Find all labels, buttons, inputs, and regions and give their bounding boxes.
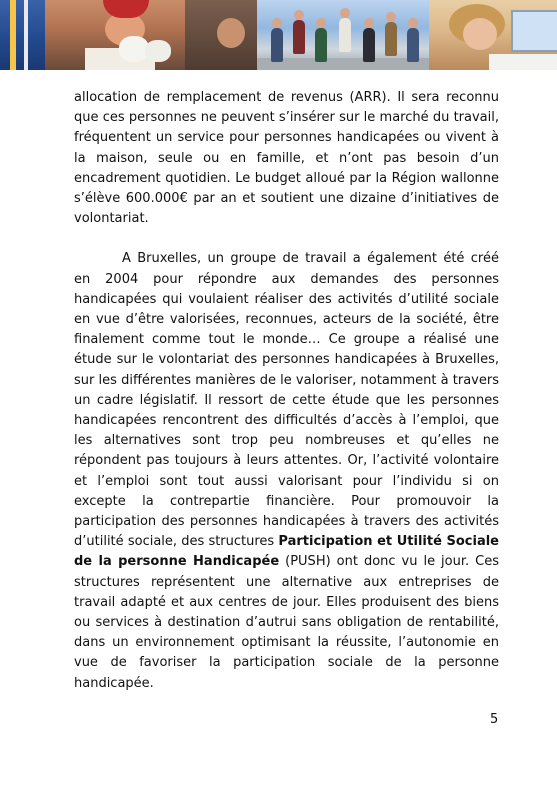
banner-photo-3-person-head <box>386 12 396 22</box>
banner-photo-3-person <box>293 20 305 54</box>
header-photo-banner <box>0 0 557 70</box>
paragraph-bruxelles-text: A Bruxelles, un groupe de travail a également été créé en 2004 pour répondre aux demandes des personnes handicapées qui voulaient réaliser des activités d’utilité sociale en vue d’être valorisées, reconnues, acteurs de la société, être finalement comme tout le monde… Ce groupe a réalisé une étude sur le volontariat des personnes handicapées à Bruxelles, sur les différentes manières de le valoriser, notamment à travers un cadre législatif. Il ressort de cette étude que les personnes handicapées rencontrent des difficultés d’accès à l’emploi, que les alternatives sont trop peu nombreuses et qu’elles ne répondent pas toujours à leurs attentes. Or, l’activité volontaire et l’emploi sont tout aussi valorisant pour l’individu si on excepte la contrepartie financière. Pour promouvoir la participation des personnes handicapées à travers des activités d’utilité sociale, des structures <box>74 251 499 550</box>
paragraph-allocation <box>74 88 499 229</box>
banner-photo-1-detail-2 <box>24 0 28 70</box>
banner-photo-2-face-2 <box>217 18 245 48</box>
push-structure-name: Participation et Utilité Sociale de la personne Handicapée <box>74 534 499 570</box>
paragraph-allocation-text: allocation de remplacement de revenus (ARR). Il sera reconnu que ces personnes ne peuvent s’insérer sur le marché du travail, fréquentent un service pour personnes handicapées ou vivent à la maison, seule ou en famille, et n’ont pas besoin d’un encadrement quotidien. Le budget alloué par la Région wallonne s’élève 600.000€ par an et soutient une dizaine d’initiatives de volontariat. <box>74 90 499 227</box>
banner-photo-4-face <box>463 18 497 50</box>
banner-photo-3-person-head <box>316 18 326 28</box>
banner-photo-3-person <box>363 28 375 62</box>
banner-photo-3-person <box>339 18 351 52</box>
banner-photo-3-person-head <box>340 8 350 18</box>
banner-photo-2 <box>45 0 257 70</box>
banner-photo-3-person <box>385 22 397 56</box>
banner-photo-4 <box>429 0 557 70</box>
banner-photo-1-detail <box>10 0 16 70</box>
page-body <box>74 88 499 694</box>
banner-photo-3-person-head <box>272 18 282 28</box>
page-number: 5 <box>490 712 499 727</box>
paragraph-bruxelles <box>74 249 499 693</box>
banner-photo-4-keyboard <box>489 54 557 70</box>
banner-photo-3-person <box>407 28 419 62</box>
banner-photo-1 <box>0 0 45 70</box>
paragraph-bruxelles-text-end: (PUSH) ont donc vu le jour. Ces structures représentent une alternative aux entreprises de travail adapté et aux centres de jour. Elles produisent des biens ou services à destination d’autrui sans obligation de rentabilité, dans un environnement optimisant la réussite, l’autonomie en vue de favoriser la participation sociale de la personne handicapée. <box>74 554 499 691</box>
banner-photo-3-person <box>271 28 283 62</box>
banner-photo-3-person <box>315 28 327 62</box>
banner-photo-2-glove-2 <box>145 40 171 62</box>
banner-photo-3-person-head <box>408 18 418 28</box>
banner-photo-3-person-head <box>364 18 374 28</box>
banner-photo-3 <box>257 0 429 70</box>
banner-photo-4-screen <box>511 10 557 52</box>
banner-photo-2-hat <box>103 0 149 18</box>
banner-photo-3-person-head <box>294 10 304 20</box>
